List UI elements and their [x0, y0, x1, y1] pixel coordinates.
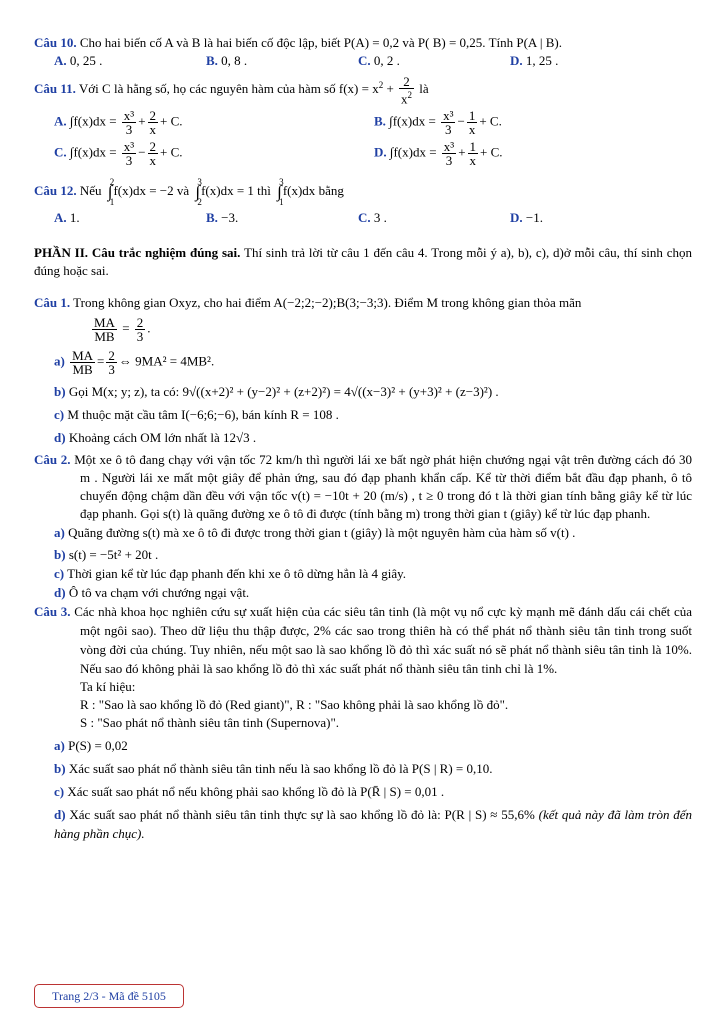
statement-b[interactable]: b) Xác suất sao phát nổ thành siêu tân tinh nếu là sao khổng lồ đỏ là P(S | R) = 0,10. [54, 761, 493, 777]
integral-2: f(x)dx = 1 [201, 183, 254, 199]
statement-d[interactable]: d) Khoảng cách OM lớn nhất là 12√3 . [54, 430, 257, 446]
option-b[interactable]: B. ∫f(x)dx = $\frac{\text{x³}}{3}$ − $\frac{1}{x}$ + C. [374, 108, 502, 138]
option-b[interactable]: B. 0, 8 . [206, 53, 248, 68]
question-11: Câu 11. Với C là hằng số, họ các nguyên hàm của hàm số $f(x) = x^2$ + $\frac{2}{x^2}$ là [34, 74, 429, 107]
question-11-text-end: là [419, 81, 429, 97]
statement-c[interactable]: c) M thuộc mặt cầu tâm I(−6;6;−6), bán kính R = 108 . [54, 407, 339, 423]
option-c[interactable]: C. 3 . [358, 210, 387, 226]
part-2-instructions: Thí sinh trả lời từ câu 1 đến câu 4. Trong mỗi ý a), b), c), d)ở mỗi câu, thí sinh chọn đúng hoặc sai. [34, 245, 693, 279]
notation-block [34, 678, 692, 732]
tf-question-2 [34, 451, 692, 523]
tf-question-3-label: Câu 3. [34, 604, 71, 620]
notation-r-bar: R : "Sao không phải là sao khổng lồ đỏ". [296, 697, 509, 713]
exam-page [34, 34, 692, 843]
statement-a[interactable]: a) $\frac{MA}{MB}$ = $\frac{2}{3}$ ⇔ 9MA² = 4MB². [54, 348, 215, 378]
integral-sign: ∫ 3 2 [195, 177, 202, 208]
option-b[interactable]: B. −3. [206, 210, 239, 226]
question-12-text: Nếu [79, 183, 102, 199]
notation-r: R : "Sao là sao khổng lồ đỏ (Red giant)", [80, 697, 293, 713]
integral-3: f(x)dx [282, 183, 316, 199]
question-11-label: Câu 11. [34, 81, 76, 97]
option-d[interactable]: D. 1, 25 . [510, 53, 559, 68]
option-a[interactable]: A. ∫f(x)dx = $\frac{\text{x³}}{3}$ + $\frac{2}{x}$ + C. [54, 108, 183, 138]
tf-question-2-text: Một xe ô tô đang chạy với vận tốc 72 km/h thì người lái xe bất ngờ phát hiện chướng ngại vật trên đường cách đó 30 m . Người lái xe mất một giây để phản ứng, sau đó đạp phanh khẩn cấp. Kể từ thời điểm bắt đầu đạp phanh, ô tô chuyển động chậm dần đều với vận tốc v(t) = −10t + 20 (m/s) , t ≥ 0 trong đó t là thời gian tính bằng giây kể từ lúc đạp phanh. Gọi s(t) là quãng đường xe ô tô đi được (tính bằng m) trong thời gian t (giây) kể từ lúc đạp phanh. [74, 452, 692, 522]
question-12-text: và [176, 183, 190, 199]
integral-1: f(x)dx = −2 [113, 183, 174, 199]
statement-b[interactable]: b) s(t) = −5t² + 20t . [54, 547, 159, 563]
question-12 [34, 177, 692, 208]
option-c[interactable]: C. ∫f(x)dx = $\frac{\text{x³}}{3}$ − $\frac{2}{x}$ + C. [54, 139, 183, 169]
option-a[interactable]: A. 1. [54, 210, 80, 226]
question-10-label: Câu 10. [34, 35, 77, 50]
notation-s: S : "Sao phát nổ thành siêu tân tinh (Supernova)". [80, 715, 340, 731]
statement-b[interactable]: b) Gọi M(x; y; z), ta có: 9√((x+2)² + (y−2)² + (z+2)²) = 4√((x−3)² + (y+3)² + (z−3)²) . [54, 384, 499, 400]
statement-c[interactable]: c) Thời gian kể từ lúc đạp phanh đến khi xe ô tô dừng hẳn là 4 giây. [54, 566, 407, 582]
question-12-options [34, 210, 692, 226]
question-10-text: Cho hai biến cố A và B là hai biến cố độc lập, biết P(A) = 0,2 và P( B) = 0,25. Tính P(A | B). [79, 35, 562, 50]
integral-sign: ∫ 3 1 [277, 177, 284, 208]
question-12-label: Câu 12. [34, 183, 77, 199]
part-2-header [34, 244, 692, 280]
question-12-text: thì [257, 183, 271, 199]
question-12-text: bằng [318, 183, 344, 199]
tf-question-1-text: Trong không gian Oxyz, cho hai điểm A(−2;2;−2);B(3;−3;3). Điểm M trong không gian thỏa mãn [73, 295, 582, 311]
question-11-text: Với C là hằng số, họ các nguyên hàm của hàm số f(x) = x [78, 81, 379, 97]
question-11-options [34, 109, 692, 167]
option-a[interactable]: A. 0, 25 . [54, 53, 103, 68]
statement-a[interactable]: a) Quãng đường s(t) mà xe ô tô đi được trong thời gian t (giây) là một nguyên hàm của hàm số v(t) . [54, 525, 576, 541]
notation-title: Ta kí hiệu: [80, 679, 136, 695]
option-d[interactable]: D. −1. [510, 210, 543, 226]
statement-a[interactable]: a) P(S) = 0,02 [54, 738, 128, 754]
fraction: $\frac{2}{x^2}$ [401, 74, 413, 107]
statement-d[interactable]: d) Ô tô va chạm với chướng ngại vật. [54, 585, 250, 601]
question-10-options [34, 53, 692, 69]
option-c[interactable]: C. 0, 2 . [358, 53, 400, 68]
statement-c[interactable]: c) Xác suất sao phát nổ nếu không phải sao khổng lồ đỏ là P(R̄ | S) = 0,01 . [54, 784, 445, 800]
tf-question-2-label: Câu 2. [34, 452, 71, 468]
part-2-title: PHẦN II. Câu trắc nghiệm đúng sai. [34, 245, 241, 261]
page-footer: Trang 2/3 - Mã đề 5105 [34, 984, 184, 1008]
tf-question-3 [34, 602, 692, 678]
condition: $\frac{MA}{MB}$ = $\frac{2}{3}$ . [94, 315, 151, 345]
integral-sign: ∫ 2 1 [107, 177, 115, 208]
tf-question-1 [34, 294, 692, 312]
statement-d[interactable]: d) Xác suất sao phát nổ thành siêu tân tinh thực sự là sao khổng lồ đỏ là: P(R | S) ≈ 55,6% (kết quả này đã làm tròn đến hàng phần chục). [54, 807, 693, 842]
rounding-note: (kết quả này đã làm tròn đến hàng phần chục). [54, 807, 693, 842]
tf-question-1-label: Câu 1. [34, 295, 71, 311]
tf-question-3-text: Các nhà khoa học nghiên cứu sự xuất hiện của các siêu tân tinh (là một vụ nổ cực kỳ mạnh mẽ đánh dấu cái chết của một ngôi sao). Theo dữ liệu thu thập được, 2% các sao trong thiên hà có thể phát nổ thành siêu tân tinh trong suốt vòng đời của chúng. Tuy nhiên, nếu một sao là sao khổng lồ đỏ thì xác suất nó sẽ phát nổ thành siêu tân tinh là 10%. Nếu sao đó không phải là sao khổng lồ đỏ thì xác suất phát nổ thành siêu tân tinh chỉ là 1%. [74, 604, 693, 677]
question-10 [34, 34, 692, 52]
option-d[interactable]: D. ∫f(x)dx = $\frac{\text{x³}}{3}$ + $\frac{1}{x}$ + C. [374, 139, 503, 169]
